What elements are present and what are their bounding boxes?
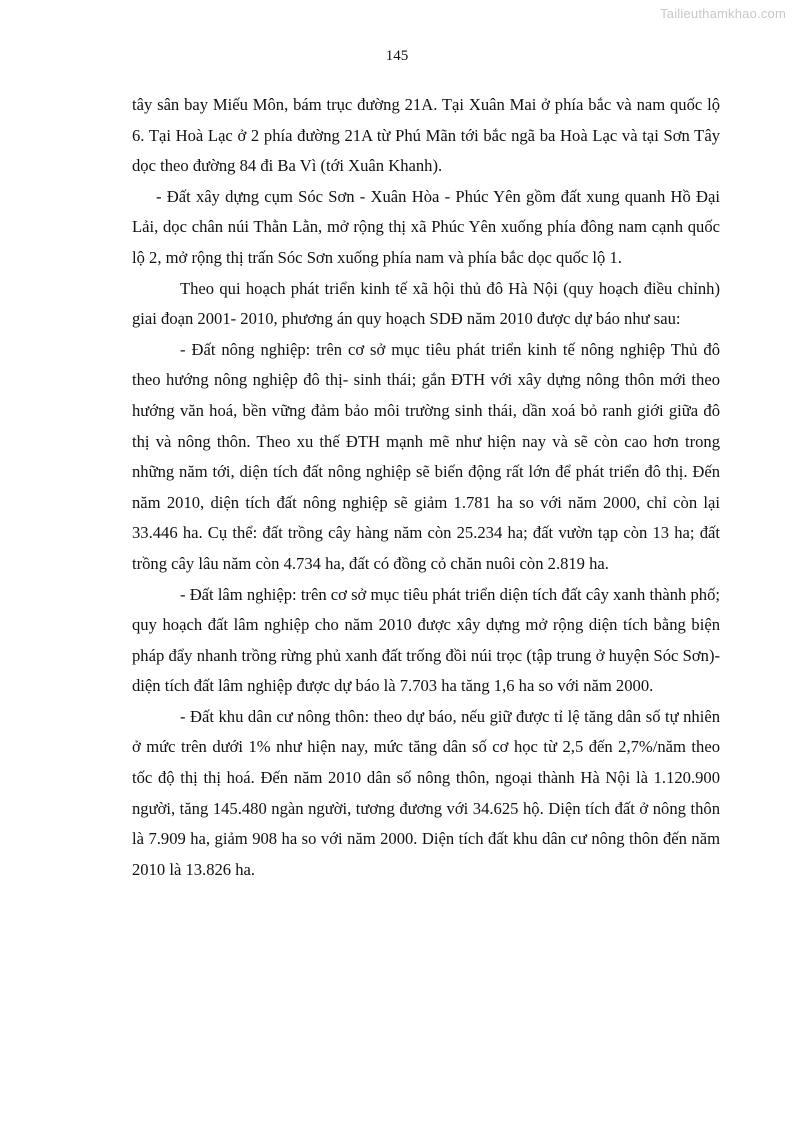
paragraph-rural-residential-land: - Đất khu dân cư nông thôn: theo dự báo, nếu giữ được tỉ lệ tăng dân số tự nhiên ở mức trên dưới 1% như hiện nay, mức tăng dân số cơ học từ 2,5 đến 2,7%/năm theo tốc độ thị thị hoá. Đến năm 2010 dân số nông thôn, ngoại thành Hà Nội là 1.120.900 người, tăng 145.480 ngàn người, tương đương với 34.625 hộ. Diện tích đất ở nông thôn là 7.909 ha, giảm 908 ha so với năm 2000. Diện tích đất khu dân cư nông thôn đến năm 2010 là 13.826 ha. (132, 706, 720, 879)
paragraph-soc-son-cluster: - Đất xây dựng cụm Sóc Sơn - Xuân Hòa - Phúc Yên gồm đất xung quanh Hồ Đại Lải, dọc chân núi Thằn Lằn, mở rộng thị xã Phúc Yên xuống phía đông nam cạnh quốc lộ 2, mở rộng thị trấn Sóc Sơn xuống phía nam và phía bắc dọc quốc lộ 1. (132, 186, 720, 267)
paragraph-continued-text: tây sân bay Miếu Môn, bám trục đường 21A. Tại Xuân Mai ở phía bắc và nam quốc lộ 6. Tại Hoà Lạc ở 2 phía đường 21A từ Phú Mãn tới bắc ngã ba Hoà Lạc và tại Sơn Tây dọc theo đường 84 đi Ba Vì (tới Xuân Khanh). (132, 95, 720, 176)
paragraph-planning-intro: Theo qui hoạch phát triển kinh tế xã hội thủ đô Hà Nội (quy hoạch điều chỉnh) giai đoạn 2001- 2010, phương án quy hoạch SDĐ năm 2010 được dự báo như sau: (132, 278, 720, 329)
paragraph-agricultural-land: - Đất nông nghiệp: trên cơ sở mục tiêu phát triển kinh tế nông nghiệp Thủ đô theo hướng nông nghiệp đô thị- sinh thái; gắn ĐTH với xây dựng nông thôn mới theo hướng văn hoá, bền vững đảm bảo môi trường sinh thái, dần xoá bỏ ranh giới giữa đô thị và nông thôn. Theo xu thế ĐTH mạnh mẽ như hiện nay và sẽ còn cao hơn trong những năm tới, diện tích đất nông nghiệp sẽ biến động rất lớn để phát triển đô thị. Đến năm 2010, diện tích đất nông nghiệp sẽ giảm 1.781 ha so với năm 2000, chỉ còn lại 33.446 ha. Cụ thể: đất trồng cây hàng năm còn 25.234 ha; đất vườn tạp còn 13 ha; đất trồng cây lâu năm còn 4.734 ha, đất có đồng cỏ chăn nuôi còn 2.819 ha. (132, 339, 720, 573)
paragraph-forestry-land: - Đất lâm nghiệp: trên cơ sở mục tiêu phát triển diện tích đất cây xanh thành phố; quy hoạch đất lâm nghiệp cho năm 2010 được xây dựng mở rộng diện tích bằng biện pháp đẩy nhanh trồng rừng phủ xanh đất trống đồi núi trọc (tập trung ở huyện Sóc Sơn)- diện tích đất lâm nghiệp được dự báo là 7.703 ha tăng 1,6 ha so với năm 2000. (132, 584, 720, 696)
document-body (132, 90, 720, 885)
page-number: 145 (385, 48, 409, 64)
watermark-text: Tailieuthamkhao.com (660, 6, 786, 21)
